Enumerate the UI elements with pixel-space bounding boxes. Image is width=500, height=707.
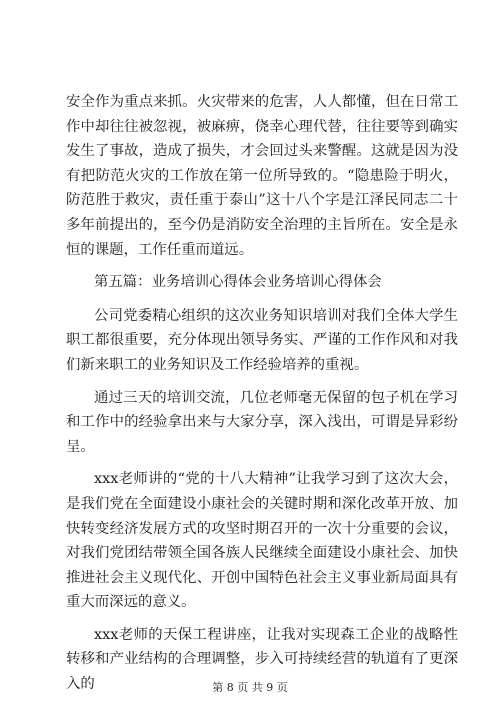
paragraph-training-exchange: 通过三天的培训交流，几位老师毫无保留的包子机在学习和工作中的经验拿出来与大家分享，深入浅出，可谓是异彩纷呈。 bbox=[66, 389, 458, 455]
paragraph-forest-protection: xxx老师的天保工程讲座，让我对实现森工企业的战略性转移和产业结构的合理调整，步入可持续经营的轨道有了更深入的 bbox=[66, 626, 458, 693]
paragraph-training-intro: 公司党委精心组织的这次业务知识培训对我们全体大学生职工都很重要，充分体现出领导务实、严谨的工作作风和对我们新来职工的业务知识及工作经验培养的重视。 bbox=[66, 307, 458, 373]
document-body bbox=[66, 90, 458, 705]
section-heading: 第五篇：业务培训心得体会业务培训心得体会 bbox=[94, 274, 382, 291]
paragraph-fire-safety: 安全作为重点来抓。火灾带来的危害，人人都懂，但在日常工作中却往往被忽视，被麻痹，侥幸心理代替，往往要等到确实发生了事故，造成了损失，才会回过头来警醒。这就是因为没有把防范火灾的工作放在第一位所导致的。“隐患险于明火，防范胜于救灾，责任重于泰山”这十八个字是江泽民同志二十多年前提出的，至今仍是消防安全治理的主旨所在。安全是永恒的课题，工作任重而道远。 bbox=[66, 94, 458, 258]
paragraph-party-congress: xxx老师讲的“党的十八大精神”让我学习到了这次大会，是我们党在全面建设小康社会的关键时期和深化改革开放、加快转变经济发展方式的攻坚时期召开的一次十分重要的会议，对我们党团结带领全国各族人民继续全面建设小康社会、加快推进社会主义现代化、开创中国特色社会主义事业新局面具有重大而深远的意义。 bbox=[66, 471, 458, 611]
page-number-footer: 第 8 页 共 9 页 bbox=[212, 681, 288, 694]
